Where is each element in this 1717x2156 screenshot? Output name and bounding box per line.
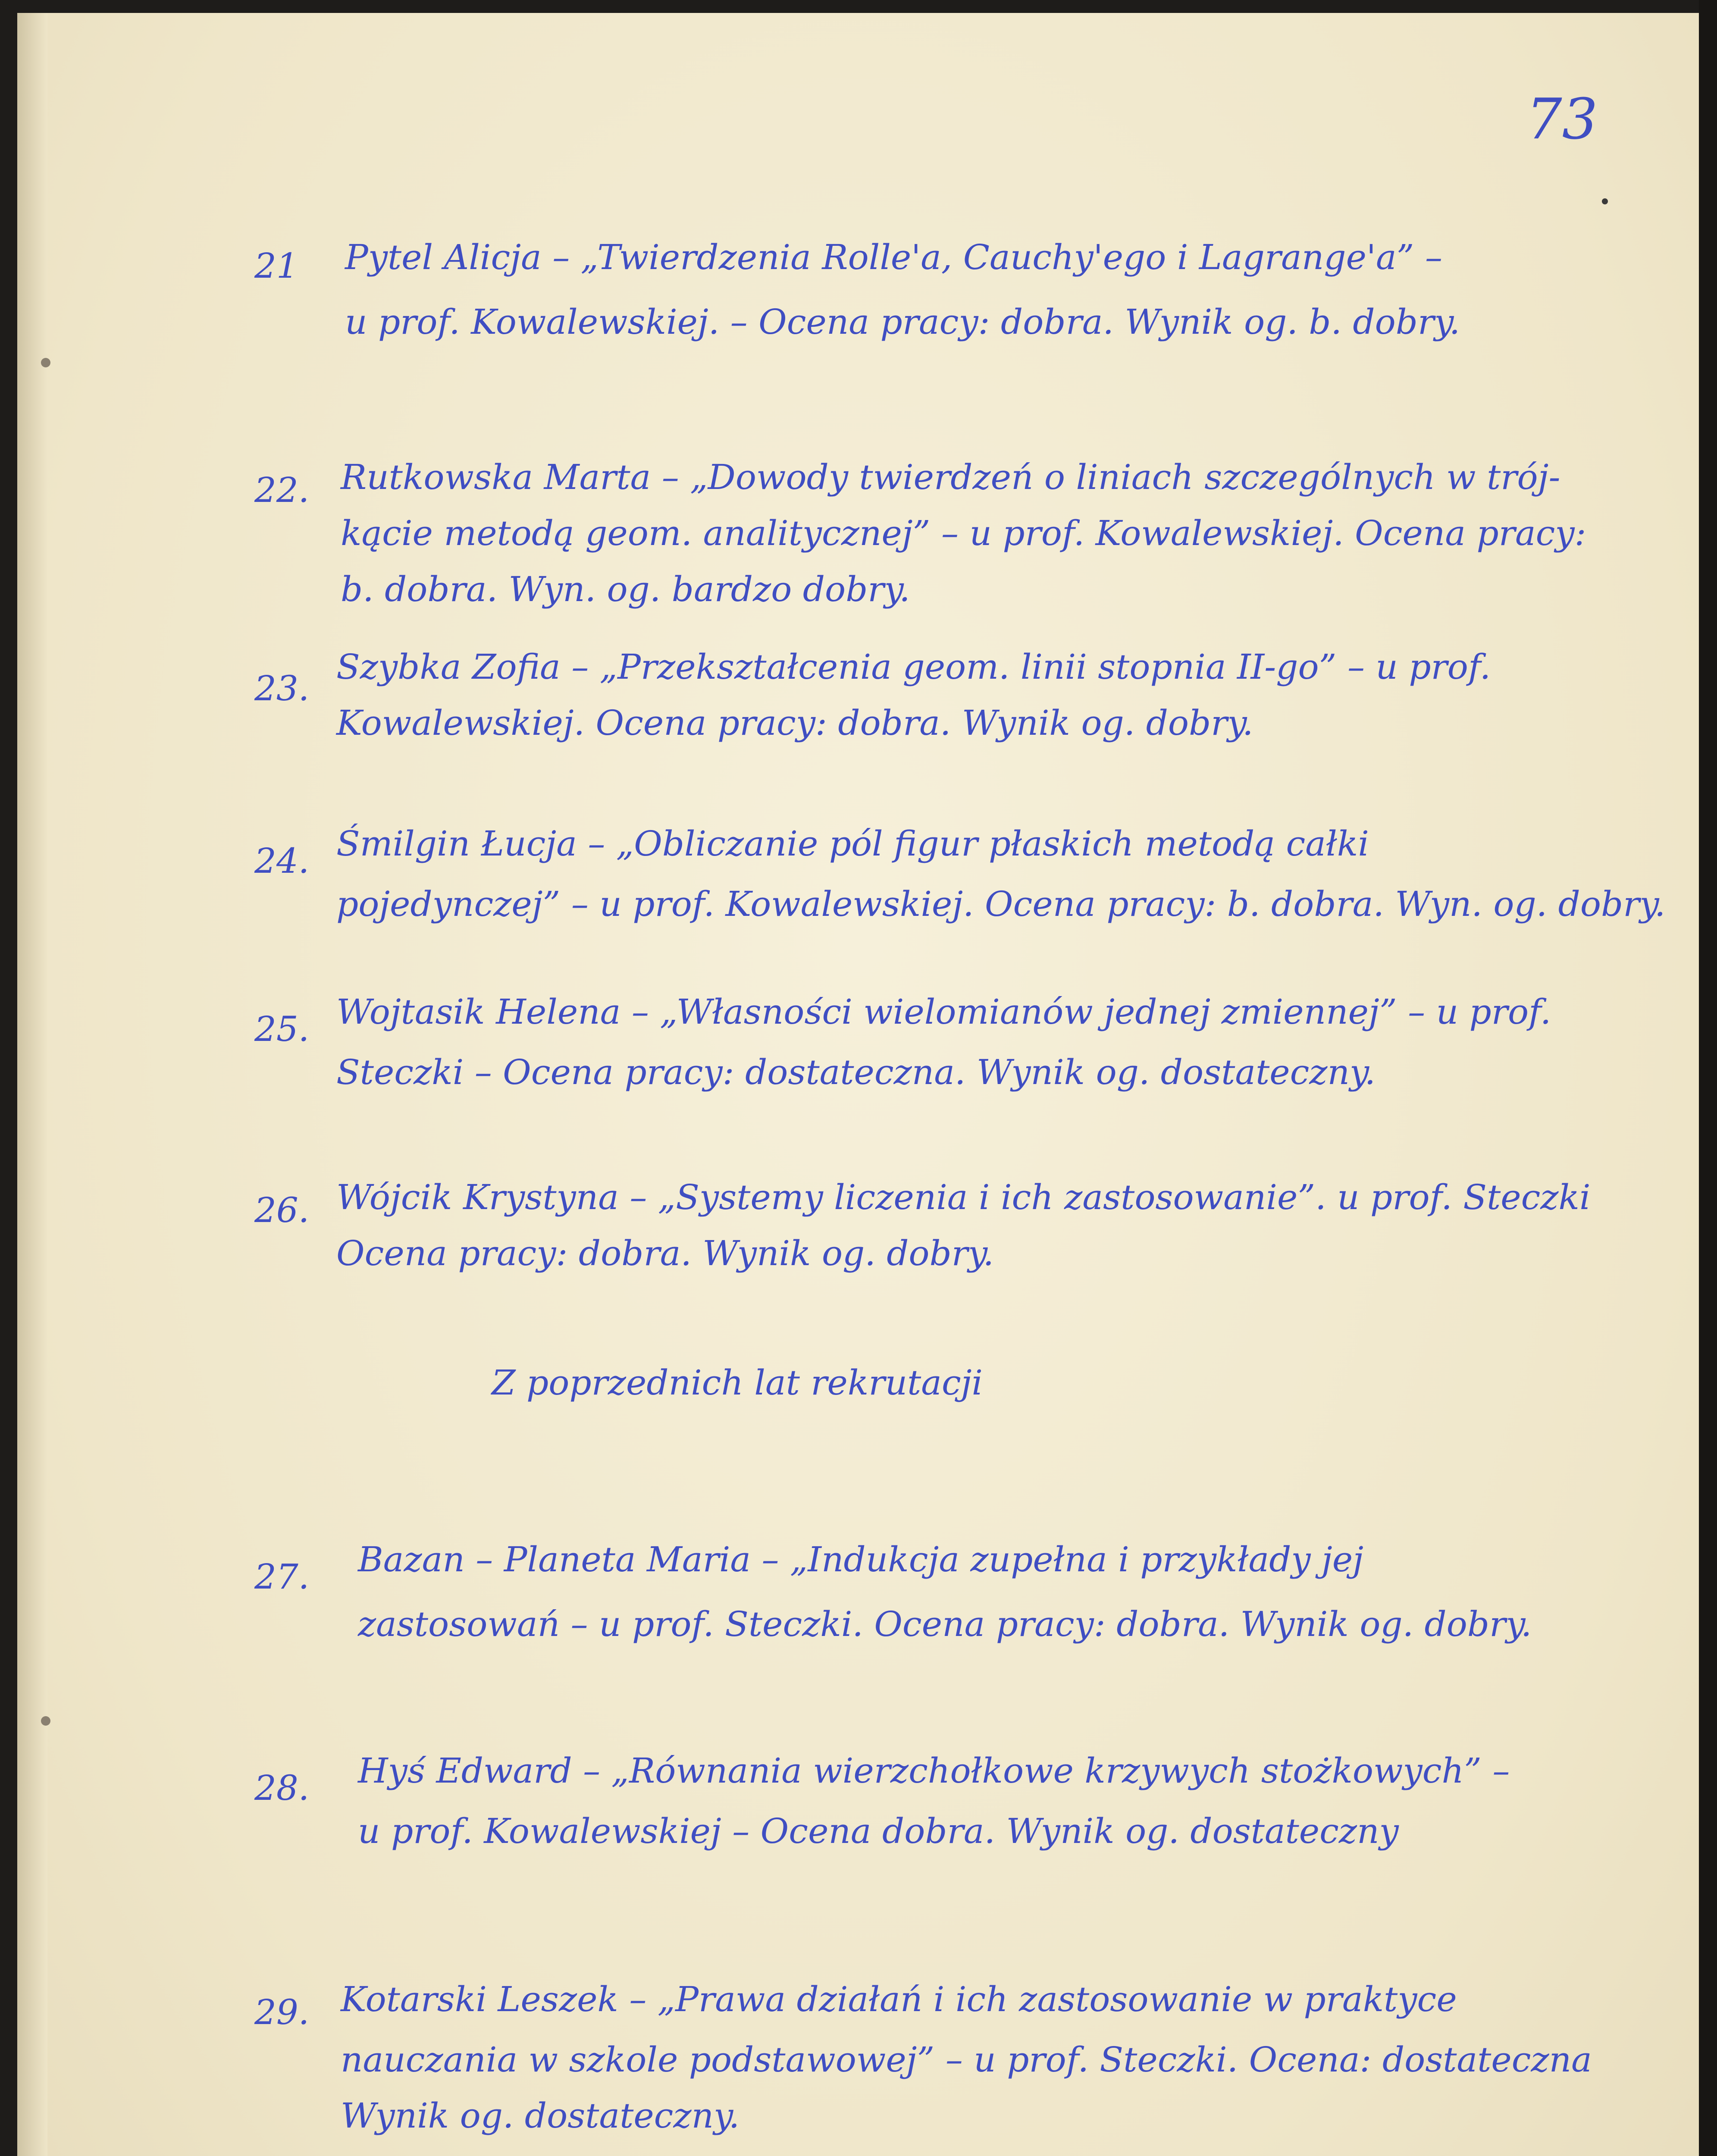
binding-hole: [41, 358, 50, 367]
entry-line: Pytel Alicja – „Twierdzenia Rolle'a, Cauchy'ego i Lagrange'a” –: [345, 237, 1442, 277]
entry-line: Ocena pracy: dobra. Wynik og. dobry.: [336, 1233, 994, 1273]
entry-line: Hyś Edward – „Równania wierzchołkowe krzywych stożkowych” –: [358, 1751, 1510, 1791]
entry-line: Szybka Zofia – „Przekształcenia geom. linii stopnia II-go” – u prof.: [336, 647, 1491, 687]
section-heading: Z poprzednich lat rekrutacji: [492, 1363, 983, 1403]
entry-line: Kotarski Leszek – „Prawa działań i ich zastosowanie w praktyce: [341, 1979, 1457, 2019]
entry-number: 24.: [254, 841, 310, 881]
entry-line: Steczki – Ocena pracy: dostateczna. Wynik og. dostateczny.: [336, 1052, 1376, 1092]
binding-hole: [41, 1716, 50, 1726]
ink-dot: [1602, 198, 1608, 204]
entry-number: 29.: [254, 1992, 310, 2032]
entry-line: u prof. Kowalewskiej – Ocena dobra. Wynik og. dostateczny: [358, 1811, 1399, 1851]
entry-line: u prof. Kowalewskiej. – Ocena pracy: dobra. Wynik og. b. dobry.: [345, 302, 1460, 342]
entry-number: 23.: [254, 668, 310, 708]
entry-number: 22.: [254, 470, 310, 510]
entry-number: 25.: [254, 1009, 310, 1049]
entry-number: 21: [254, 246, 298, 286]
entry-line: kącie metodą geom. analitycznej” – u prof. Kowalewskiej. Ocena pracy:: [341, 513, 1586, 553]
entry-line: Wojtasik Helena – „Własności wielomianów jednej zmiennej” – u prof.: [336, 992, 1551, 1032]
entry-line: Wynik og. dostateczny.: [341, 2096, 740, 2136]
page-binding: [17, 13, 47, 2156]
entry-line: zastosowań – u prof. Steczki. Ocena pracy: dobra. Wynik og. dobry.: [358, 1604, 1532, 1644]
entry-line: nauczania w szkole podstawowej” – u prof. Steczki. Ocena: dostateczna: [341, 2040, 1592, 2080]
entry-line: Rutkowska Marta – „Dowody twierdzeń o liniach szczególnych w trój-: [341, 457, 1560, 497]
entry-line: pojedynczej” – u prof. Kowalewskiej. Ocena pracy: b. dobra. Wyn. og. dobry.: [336, 884, 1666, 924]
entry-line: Kowalewskiej. Ocena pracy: dobra. Wynik og. dobry.: [336, 703, 1253, 743]
entry-number: 26.: [254, 1190, 310, 1230]
page-edge-shadow: [1699, 0, 1717, 2156]
entry-line: Wójcik Krystyna – „Systemy liczenia i ich zastosowanie”. u prof. Steczki: [336, 1177, 1591, 1217]
entry-line: Śmilgin Łucja – „Obliczanie pól figur płaskich metodą całki: [336, 824, 1369, 864]
entry-line: b. dobra. Wyn. og. bardzo dobry.: [341, 569, 910, 609]
entry-number: 27.: [254, 1557, 310, 1597]
entry-number: 28.: [254, 1768, 310, 1808]
entry-line: Bazan – Planeta Maria – „Indukcja zupełna i przykłady jej: [358, 1539, 1363, 1579]
page-number: 73: [1526, 86, 1598, 152]
